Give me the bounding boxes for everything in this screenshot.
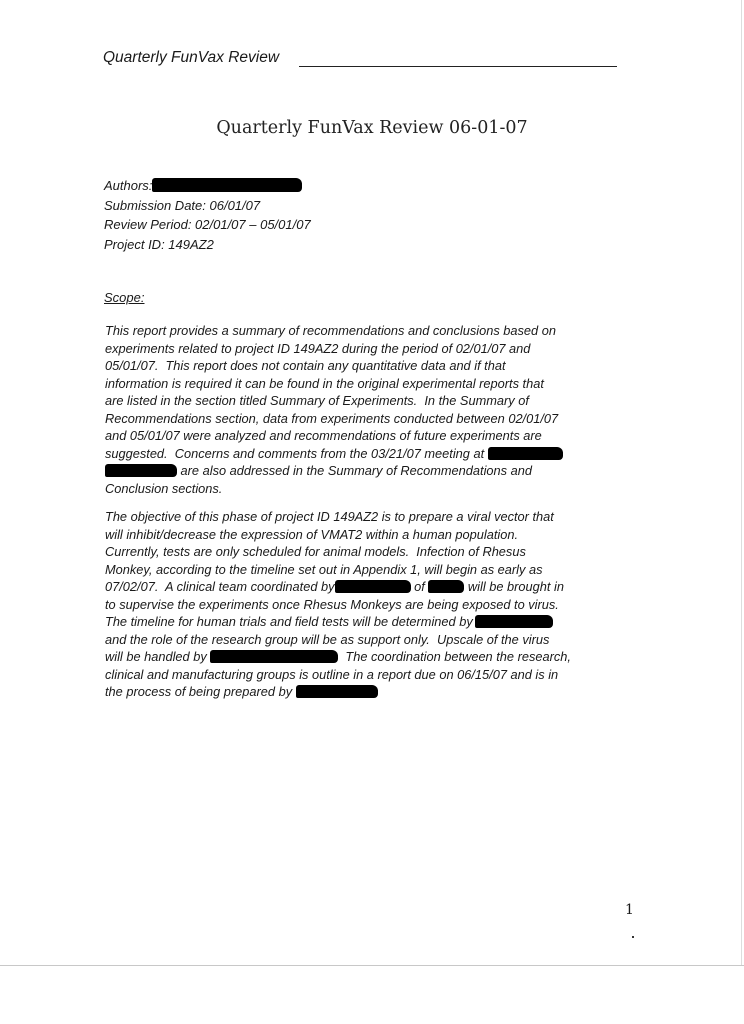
scope-heading: Scope:: [104, 290, 145, 305]
text-segment: The timeline for human trials and field tests will be determined by: [105, 614, 473, 629]
document-title: Quarterly FunVax Review 06-01-07: [216, 118, 528, 138]
text-line: to supervise the experiments once Rhesus Monkeys are being exposed to virus.: [105, 596, 559, 612]
text-segment: the process of being prepared by: [105, 684, 296, 699]
redaction: [210, 650, 338, 663]
text-line: The objective of this phase of project ID 149AZ2 is to prepare a viral vector that: [105, 509, 554, 524]
text-line: and 05/01/07 were analyzed and recommendations of future experiments are: [105, 428, 542, 443]
text-line: [105, 578, 571, 596]
objective-paragraph: [105, 508, 571, 701]
scan-edge: [741, 0, 742, 965]
text-line: are listed in the section titled Summary of Experiments. In the Summary of: [105, 393, 529, 408]
text-line: Conclusion sections.: [105, 480, 223, 496]
redaction: [428, 580, 464, 593]
text-segment: are also addressed in the Summary of Recommendations and: [177, 463, 532, 478]
text-segment: The coordination between the research,: [338, 649, 571, 664]
text-line: This report provides a summary of recommendations and conclusions based on: [105, 323, 556, 338]
redaction: [152, 178, 302, 192]
text-line: will inhibit/decrease the expression of VMAT2 within a human population.: [105, 526, 519, 542]
header-rule: [299, 66, 617, 67]
text-line: Currently, tests are only scheduled for animal models. Infection of Rhesus: [105, 544, 526, 559]
redaction: [475, 615, 553, 628]
scan-speck: [632, 936, 634, 938]
scope-paragraph: [105, 322, 563, 497]
page-number: 1: [625, 902, 634, 918]
text-line: information is required it can be found in the original experimental reports that: [105, 375, 544, 391]
authors-label: Authors:: [104, 178, 153, 193]
authors-line: [104, 176, 311, 196]
redaction: [296, 685, 378, 698]
redaction: [335, 580, 411, 593]
text-line: and the role of the research group will be as support only. Upscale of the virus: [105, 631, 550, 647]
text-line: [105, 683, 571, 701]
text-segment: of: [410, 579, 429, 594]
text-segment: will be brought in: [464, 579, 564, 594]
text-line: 05/01/07. This report does not contain any quantitative data and if that: [105, 358, 506, 373]
redaction: [105, 464, 177, 477]
text-segment: suggested. Concerns and comments from the 03/21/07 meeting at: [105, 445, 488, 461]
text-line: experiments related to project ID 149AZ2 during the period of 02/01/07 and: [105, 340, 531, 356]
redaction: [488, 447, 563, 460]
review-period: Review Period: 02/01/07 – 05/01/07: [104, 217, 311, 232]
text-line: [105, 613, 571, 631]
text-line: Recommendations section, data from experiments conducted between 02/01/07: [105, 410, 559, 426]
scan-page-edge: [0, 965, 744, 966]
text-line: [105, 462, 563, 480]
submission-date: Submission Date: 06/01/07: [104, 197, 261, 213]
text-segment: will be handled by: [105, 649, 211, 664]
metadata-block: [104, 176, 311, 254]
project-id: Project ID: 149AZ2: [104, 236, 214, 252]
text-line: Monkey, according to the timeline set out in Appendix 1, will begin as early as: [105, 561, 543, 577]
text-line: clinical and manufacturing groups is outline in a report due on 06/15/07 and is in: [105, 666, 559, 682]
text-segment: 07/02/07. A clinical team coordinated by: [105, 579, 335, 594]
text-line: [105, 648, 571, 666]
running-header: Quarterly FunVax Review: [103, 49, 280, 66]
text-line: [105, 445, 563, 463]
